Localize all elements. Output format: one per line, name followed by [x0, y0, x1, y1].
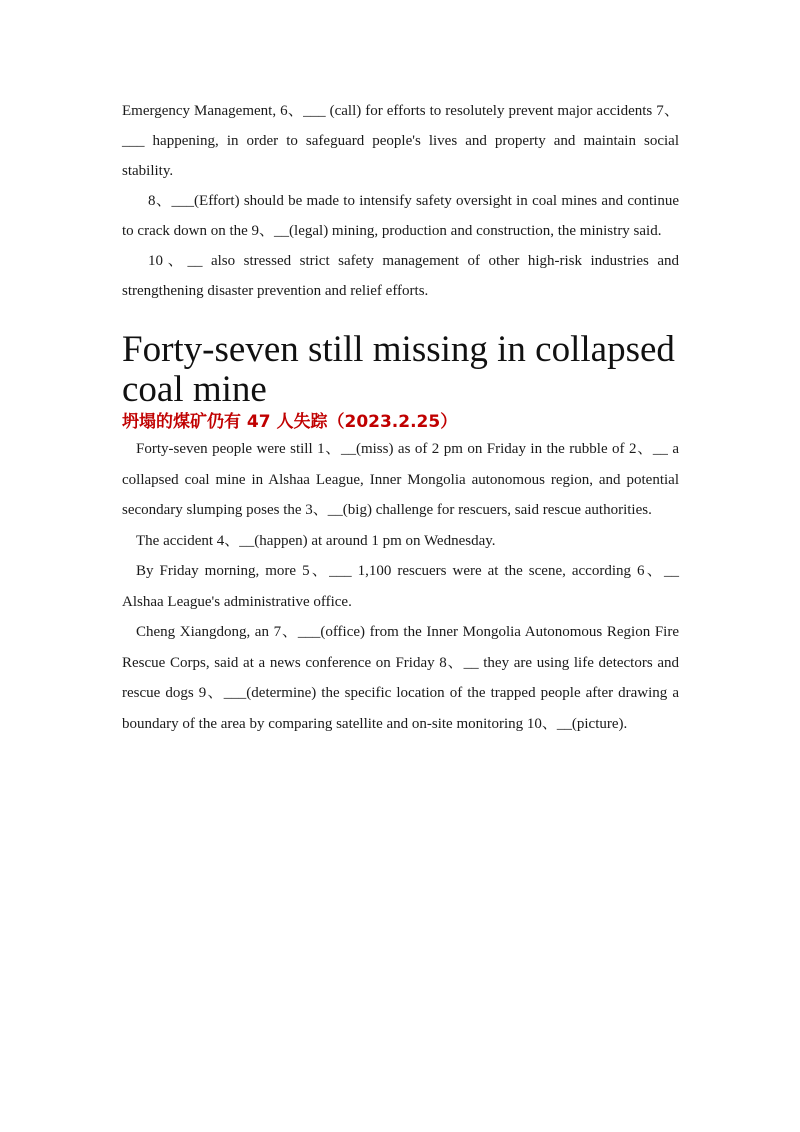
document-page [122, 96, 679, 739]
paragraph: The accident 4、__(happen) at around 1 pm on Wednesday. [136, 532, 496, 549]
paragraph: Forty-seven people were still 1、__(miss) as of 2 pm on Friday in the rubble of 2、__ a collapsed coal mine in Alshaa League, Inner Mongolia autonomous region, and potential secondary slumping poses the 3、__(big) challenge for rescuers, said rescue authorities. [122, 441, 679, 518]
paragraph: By Friday morning, more 5、___ 1,100 rescuers were at the scene, according 6、__ Alshaa League's administrative office. [122, 563, 679, 610]
paragraph: Emergency Management, 6、___ (call) for efforts to resolutely prevent major accidents 7、___ happening, in order to safeguard people's lives and property and maintain social stability. [122, 103, 679, 179]
paragraph: Cheng Xiangdong, an 7、___(office) from the Inner Mongolia Autonomous Region Fire Rescue Corps, said at a news conference on Friday 8、__ they are using life detectors and rescue dogs 9、___(determine) the specific location of the trapped people after drawing a boundary of the area by comparing satellite and on-site monitoring 10、__(picture). [122, 624, 679, 732]
article-body [122, 434, 679, 739]
paragraph: 10、__ also stressed strict safety management of other high-risk industries and strengthening disaster prevention and relief efforts. [122, 253, 679, 299]
paragraph: 8、___(Effort) should be made to intensify safety oversight in coal mines and continue to crack down on the 9、__(legal) mining, production and construction, the ministry said. [122, 193, 679, 239]
exercise-section-1 [122, 96, 679, 306]
article-subtitle: 坍塌的煤矿仍有 47 人失踪（2023.2.25） [122, 412, 458, 432]
article-headline: Forty-seven still missing in collapsed coal mine [122, 329, 675, 410]
